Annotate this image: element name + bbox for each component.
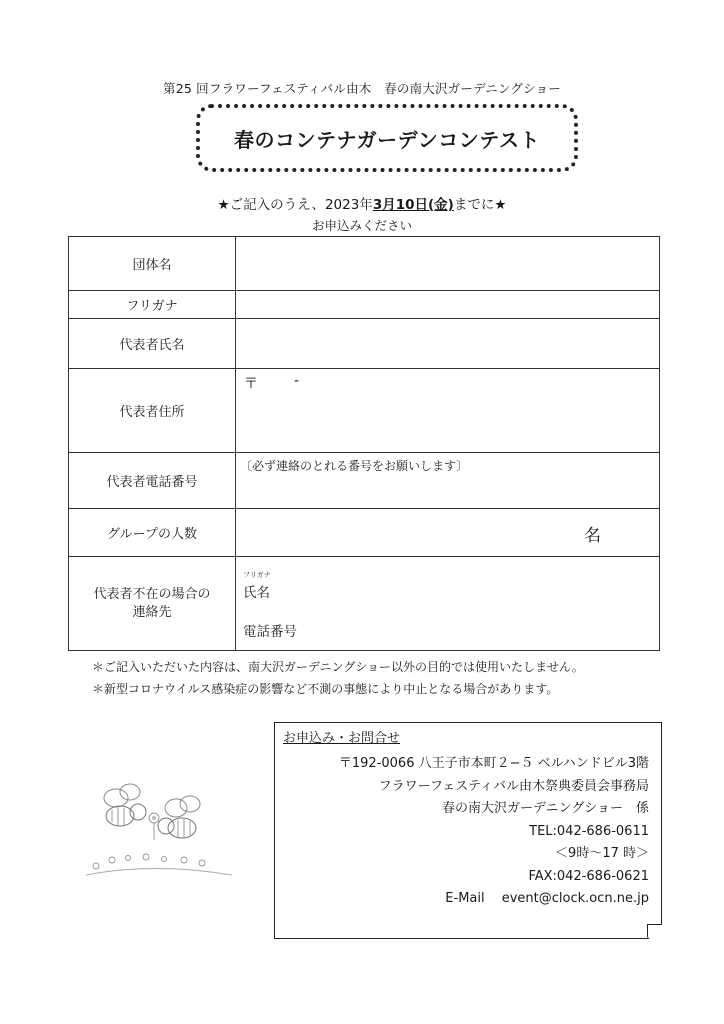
group-count-field[interactable] [236,509,660,557]
alt-phone-label: 電話番号 [243,624,297,640]
rep-phone-field[interactable] [236,453,660,509]
furigana-field[interactable] [236,291,660,319]
postal-mark: 〒 [244,376,258,392]
bee-flowers-illustration [84,780,234,880]
contact-heading: お申込み・お問合せ [283,731,401,746]
furigana-label: フリガナ [69,291,236,319]
contest-title-box [196,104,578,172]
contest-title: 春のコンテナガーデンコンテスト [234,127,540,152]
alt-contact-label-line1: 代表者不在の場合の [93,586,211,602]
rep-address-label: 代表者住所 [69,369,236,453]
application-form [68,236,660,651]
contact-address: 〒192-0066 八王子市本町２−５ ベルハンドビル3階 [338,756,649,771]
rep-address-field[interactable] [236,369,660,453]
contact-box [274,722,662,939]
deadline-date: 3月10日(金) [372,197,454,213]
deadline-suffix: までに★ [453,197,507,213]
contact-fax: FAX:042-686-0621 [528,868,649,884]
contact-hours: ＜9時〜17 時＞ [555,846,649,861]
note-privacy: ＊ご記入いただいた内容は、南大沢ガーデニングショー以外の目的では使用いたしません。 [92,660,584,674]
rep-name-field[interactable] [236,319,660,369]
contact-email: E-Mail event@clock.ocn.ne.jp [445,891,649,906]
contact-org: フラワーフェスティバル由木祭典委員会事務局 [378,778,649,794]
alt-contact-field[interactable] [236,557,660,651]
alt-contact-label-line2: 連絡先 [132,604,172,620]
postal-dash: - [294,373,300,389]
rep-phone-note: 〔必ず連絡のとれる番号をお願いします〕 [240,459,469,473]
note-cancellation: ＊新型コロナウイルス感染症の影響など不測の事態により中止となる場合があります。 [92,682,559,696]
rep-phone-label: 代表者電話番号 [69,453,236,509]
page-fold-corner [647,924,662,939]
alt-contact-label [69,557,236,651]
group-name-field[interactable] [236,237,660,291]
ground-flowers [93,854,205,869]
group-count-unit: 名 [584,526,601,546]
group-count-label: グループの人数 [69,509,236,557]
notes [92,656,584,700]
deadline-line2: お申込みください [311,218,412,233]
deadline-prefix: ★ご記入のうえ、2023年 [217,197,373,213]
contact-tel: TEL:042-686-0611 [529,823,649,839]
contact-details [339,753,649,911]
event-subtitle: 第25 回フラワーフェスティバル由木 春の南大沢ガーデニングショー [163,81,561,96]
contact-dept: 春の南大沢ガーデニングショー 係 [442,801,649,816]
alt-furigana: フリガナ [243,571,271,579]
deadline-notice [0,193,724,213]
group-name-label: 団体名 [69,237,236,291]
rep-name-label: 代表者氏名 [69,319,236,369]
alt-name-label: 氏名 [243,585,270,601]
